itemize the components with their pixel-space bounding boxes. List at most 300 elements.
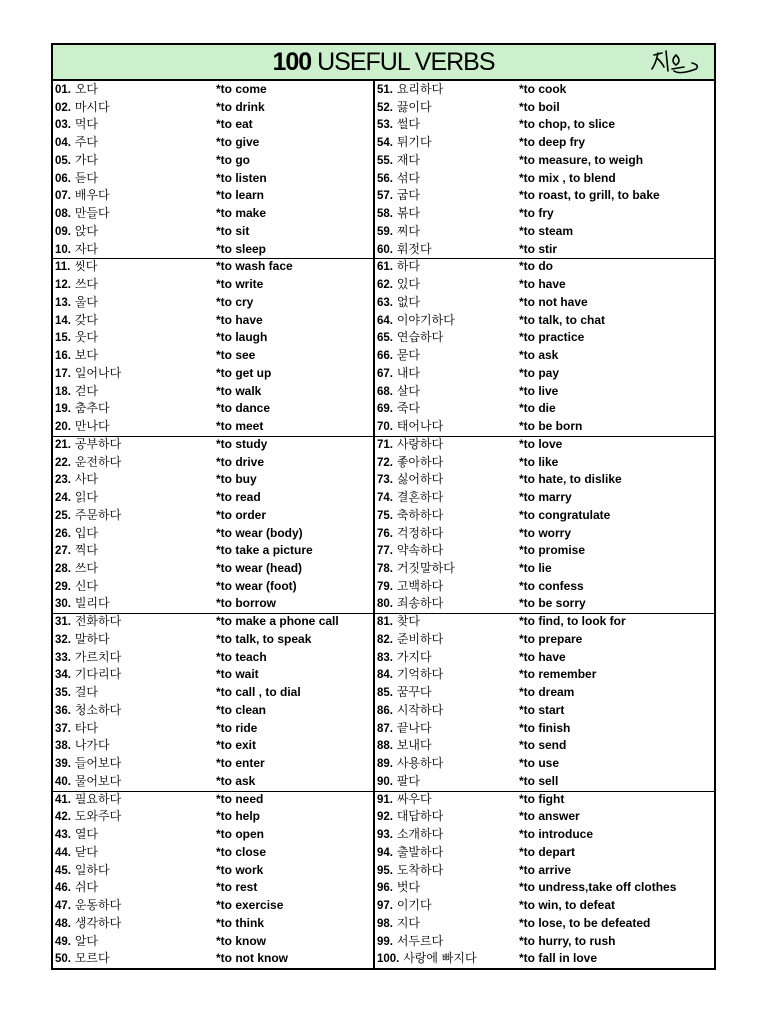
verb-number: 45.: [55, 864, 71, 877]
verb-number: 77.: [377, 545, 393, 558]
english-meaning: *to undress,take off clothes: [519, 880, 677, 895]
verb-number: 48.: [55, 917, 71, 930]
list-item: [375, 720, 714, 738]
verb-number: 27.: [55, 545, 71, 558]
verb-number: 80.: [377, 598, 393, 611]
english-meaning: *to give: [216, 135, 260, 150]
verb-number: 41.: [55, 793, 71, 806]
english-meaning: *to ask: [519, 348, 559, 363]
korean-verb: [55, 862, 110, 881]
korean-word: 죽다: [396, 401, 421, 416]
verb-number: 71.: [377, 438, 393, 451]
korean-word: 있다: [396, 277, 421, 292]
list-item: [53, 258, 373, 276]
korean-word: 묻다: [396, 348, 421, 363]
korean-verb: [377, 649, 432, 668]
list-item: [375, 915, 714, 933]
list-item: [375, 507, 714, 525]
english-meaning: *to listen: [216, 170, 267, 185]
verb-number: 12.: [55, 279, 71, 292]
korean-word: 읽다: [74, 490, 99, 505]
english-meaning: *to make a phone call: [216, 614, 339, 629]
list-item: [53, 542, 373, 560]
korean-word: 걸다: [74, 685, 99, 700]
list-item: [53, 915, 373, 933]
korean-verb: [377, 631, 443, 650]
english-meaning: *to walk: [216, 383, 262, 398]
korean-word: 말하다: [74, 631, 110, 646]
english-meaning: *to laugh: [216, 330, 268, 345]
english-meaning: *to do: [519, 259, 553, 274]
korean-word: 썰다: [396, 117, 421, 132]
list-item: [375, 808, 714, 826]
list-item: [375, 187, 714, 205]
korean-word: 꿈꾸다: [396, 685, 432, 700]
korean-word: 도와주다: [74, 809, 122, 824]
verb-number: 70.: [377, 421, 393, 434]
list-item: [53, 595, 373, 613]
english-meaning: *to order: [216, 507, 267, 522]
verb-number: 24.: [55, 492, 71, 505]
korean-verb: [377, 720, 432, 739]
korean-verb: [377, 134, 432, 153]
verb-number: 58.: [377, 208, 393, 221]
list-item: [53, 879, 373, 897]
list-item: [53, 116, 373, 134]
korean-word: 벗다: [396, 880, 421, 895]
english-meaning: *to find, to look for: [519, 614, 626, 629]
list-item: [375, 276, 714, 294]
korean-word: 쓰다: [74, 560, 99, 575]
korean-verb: [55, 223, 98, 242]
verb-number: 08.: [55, 208, 71, 221]
korean-verb: [377, 436, 443, 455]
list-item: [375, 950, 714, 968]
korean-verb: [55, 241, 98, 260]
verb-number: 65.: [377, 332, 393, 345]
list-item: [53, 170, 373, 188]
list-item: [375, 666, 714, 684]
english-meaning: *to live: [519, 383, 559, 398]
title-bar: [53, 45, 714, 81]
korean-word: 서두르다: [396, 933, 444, 948]
korean-word: 기억하다: [396, 667, 444, 682]
list-item: [375, 258, 714, 276]
group-divider: [53, 258, 373, 259]
verb-number: 99.: [377, 935, 393, 948]
korean-verb: [55, 312, 98, 331]
korean-verb: [377, 666, 443, 685]
english-meaning: *to meet: [216, 419, 264, 434]
korean-word: 튀기다: [396, 135, 432, 150]
korean-word: 만나다: [74, 419, 110, 434]
korean-verb: [377, 116, 420, 135]
signature-mark: [646, 47, 706, 77]
verb-number: 64.: [377, 314, 393, 327]
verb-number: 75.: [377, 509, 393, 522]
verb-number: 01.: [55, 84, 71, 96]
english-meaning: *to cook: [519, 82, 567, 96]
list-item: [53, 99, 373, 117]
korean-verb: [377, 187, 420, 206]
korean-word: 물어보다: [74, 773, 122, 788]
korean-verb: [55, 347, 98, 366]
korean-verb: [377, 613, 420, 632]
korean-word: 팔다: [396, 773, 421, 788]
list-item: [375, 595, 714, 613]
list-item: [53, 826, 373, 844]
korean-word: 필요하다: [74, 791, 122, 806]
korean-word: 고백하다: [396, 578, 444, 593]
english-meaning: *to see: [216, 348, 256, 363]
list-item: [53, 436, 373, 454]
verb-number: 09.: [55, 225, 71, 238]
english-meaning: *to have: [519, 649, 566, 664]
english-meaning: *to learn: [216, 188, 265, 203]
list-item: [53, 666, 373, 684]
english-meaning: *to know: [216, 933, 266, 948]
list-item: [375, 578, 714, 596]
english-meaning: *to marry: [519, 490, 572, 505]
verb-number: 82.: [377, 633, 393, 646]
english-meaning: *to exit: [216, 738, 257, 753]
korean-verb: [55, 99, 110, 118]
korean-word: 요리하다: [396, 82, 444, 96]
korean-verb: [377, 525, 443, 544]
list-item: [53, 489, 373, 507]
list-item: [53, 862, 373, 880]
list-item: [375, 81, 714, 99]
korean-verb: [55, 915, 121, 934]
korean-verb: [377, 294, 420, 313]
korean-word: 없다: [396, 294, 421, 309]
group-divider: [53, 436, 373, 437]
korean-word: 죄송하다: [396, 596, 444, 611]
list-item: [53, 347, 373, 365]
list-item: [53, 152, 373, 170]
list-item: [53, 791, 373, 809]
korean-verb: [377, 454, 443, 473]
korean-word: 일하다: [74, 862, 110, 877]
title-text: USEFUL VERBS: [311, 48, 495, 76]
verb-number: 49.: [55, 935, 71, 948]
verb-number: 62.: [377, 279, 393, 292]
korean-verb: [55, 525, 98, 544]
verb-number: 37.: [55, 722, 71, 735]
verb-number: 46.: [55, 882, 71, 895]
list-item: [53, 631, 373, 649]
korean-word: 하다: [396, 259, 421, 274]
group-divider: [375, 791, 714, 792]
english-meaning: *to get up: [216, 365, 272, 380]
verb-number: 22.: [55, 456, 71, 469]
korean-word: 거짓말하다: [396, 560, 455, 575]
korean-word: 나가다: [74, 738, 110, 753]
korean-word: 소개하다: [396, 827, 444, 842]
list-item: [53, 755, 373, 773]
korean-verb: [55, 578, 98, 597]
verb-number: 32.: [55, 633, 71, 646]
korean-word: 기다리다: [74, 667, 122, 682]
korean-verb: [377, 471, 443, 490]
verb-number: 14.: [55, 314, 71, 327]
verb-number: 23.: [55, 474, 71, 487]
korean-verb: [377, 170, 420, 189]
verb-number: 29.: [55, 580, 71, 593]
verb-number: 17.: [55, 367, 71, 380]
verb-number: 04.: [55, 137, 71, 150]
list-item: [375, 542, 714, 560]
verb-number: 93.: [377, 829, 393, 842]
korean-verb: [377, 915, 420, 934]
korean-word: 쉬다: [74, 880, 99, 895]
korean-verb: [377, 81, 443, 100]
list-item: [53, 649, 373, 667]
verb-number: 86.: [377, 704, 393, 717]
korean-verb: [55, 436, 121, 455]
list-item: [375, 383, 714, 401]
korean-word: 열다: [74, 827, 99, 842]
list-item: [53, 400, 373, 418]
korean-word: 살다: [396, 383, 421, 398]
list-item: [375, 631, 714, 649]
korean-word: 춤추다: [74, 401, 110, 416]
korean-word: 웃다: [74, 330, 99, 345]
list-item: [375, 365, 714, 383]
korean-verb: [377, 312, 455, 331]
korean-word: 씻다: [74, 259, 98, 274]
english-meaning: *to lie: [519, 560, 552, 575]
english-meaning: *to chop, to slice: [519, 117, 616, 132]
korean-word: 갖다: [74, 312, 99, 327]
korean-verb: [55, 507, 121, 526]
verb-number: 79.: [377, 580, 393, 593]
korean-verb: [377, 383, 420, 402]
korean-verb: [55, 808, 121, 827]
verb-number: 73.: [377, 474, 393, 487]
korean-verb: [55, 294, 98, 313]
korean-word: 사용하다: [396, 756, 444, 771]
verb-number: 05.: [55, 154, 71, 167]
verb-number: 25.: [55, 509, 71, 522]
verb-number: 55.: [377, 154, 393, 167]
list-item: [375, 418, 714, 436]
korean-verb: [55, 933, 98, 952]
english-meaning: *to open: [216, 827, 264, 842]
verb-number: 83.: [377, 651, 393, 664]
korean-verb: [55, 258, 97, 277]
verb-number: 94.: [377, 846, 393, 859]
list-item: [53, 223, 373, 241]
list-item: [53, 560, 373, 578]
verb-number: 31.: [55, 616, 71, 629]
korean-word: 준비하다: [396, 631, 444, 646]
english-meaning: *to mix , to blend: [519, 170, 616, 185]
english-meaning: *to depart: [519, 844, 576, 859]
korean-verb: [55, 383, 98, 402]
verb-number: 47.: [55, 900, 71, 913]
english-meaning: *to practice: [519, 330, 585, 345]
korean-word: 가르치다: [74, 649, 122, 664]
korean-word: 청소하다: [74, 702, 122, 717]
korean-verb: [377, 400, 420, 419]
verb-number: 19.: [55, 403, 71, 416]
list-item: [375, 241, 714, 259]
korean-verb: [55, 613, 121, 632]
english-meaning: *to stir: [519, 241, 558, 256]
group-divider: [375, 258, 714, 259]
english-meaning: *to not know: [216, 951, 288, 966]
list-item: [375, 791, 714, 809]
verb-number: 97.: [377, 900, 393, 913]
korean-word: 축하하다: [396, 507, 444, 522]
korean-verb: [55, 81, 98, 100]
list-item: [375, 329, 714, 347]
english-meaning: *to borrow: [216, 596, 276, 611]
korean-verb: [55, 152, 98, 171]
list-item: [375, 560, 714, 578]
english-meaning: *to hurry, to rush: [519, 933, 616, 948]
list-item: [375, 347, 714, 365]
list-item: [375, 205, 714, 223]
korean-word: 주문하다: [74, 507, 122, 522]
list-item: [53, 773, 373, 791]
korean-verb: [55, 826, 98, 845]
verb-number: 13.: [55, 296, 71, 309]
english-meaning: *to deep fry: [519, 135, 586, 150]
list-item: [375, 613, 714, 631]
list-item: [53, 134, 373, 152]
korean-verb: [55, 755, 121, 774]
korean-word: 모르다: [74, 951, 110, 966]
english-meaning: *to steam: [519, 223, 574, 238]
korean-word: 쓰다: [74, 277, 99, 292]
english-meaning: *to clean: [216, 702, 267, 717]
korean-word: 끝나다: [396, 720, 432, 735]
list-item: [53, 454, 373, 472]
korean-verb: [55, 134, 98, 153]
list-item: [53, 844, 373, 862]
list-item: [375, 844, 714, 862]
korean-verb: [55, 844, 98, 863]
english-meaning: *to win, to defeat: [519, 898, 615, 913]
verb-number: 21.: [55, 438, 71, 451]
verb-number: 15.: [55, 332, 71, 345]
korean-verb: [55, 791, 121, 810]
korean-word: 이기다: [396, 898, 432, 913]
english-meaning: *to write: [216, 277, 264, 292]
english-meaning: *to rest: [216, 880, 258, 895]
korean-word: 약속하다: [396, 543, 444, 558]
korean-word: 사랑하다: [396, 436, 444, 451]
english-meaning: *to wear (foot): [216, 578, 297, 593]
verb-number: 35.: [55, 687, 71, 700]
korean-word: 이야기하다: [396, 312, 455, 327]
korean-word: 운전하다: [74, 454, 122, 469]
korean-verb: [55, 170, 98, 189]
korean-verb: [377, 773, 420, 792]
english-meaning: *to work: [216, 862, 264, 877]
english-meaning: *to close: [216, 844, 267, 859]
english-meaning: *to cry: [216, 294, 254, 309]
korean-word: 섞다: [396, 170, 421, 185]
korean-word: 마시다: [74, 99, 110, 114]
verb-number: 98.: [377, 917, 393, 930]
list-item: [375, 116, 714, 134]
list-item: [375, 755, 714, 773]
korean-verb: [55, 418, 110, 437]
korean-verb: [55, 879, 98, 898]
list-item: [53, 312, 373, 330]
list-item: [375, 170, 714, 188]
right-column: [375, 81, 714, 968]
english-meaning: *to talk, to chat: [519, 312, 606, 327]
verb-number: 61.: [377, 261, 393, 274]
list-item: [53, 81, 373, 99]
korean-word: 먹다: [74, 117, 99, 132]
english-meaning: *to take a picture: [216, 543, 313, 558]
verb-number: 89.: [377, 758, 393, 771]
english-meaning: *to finish: [519, 720, 571, 735]
korean-verb: [377, 329, 443, 348]
verb-number: 59.: [377, 225, 393, 238]
korean-verb: [55, 720, 98, 739]
korean-word: 시작하다: [396, 702, 444, 717]
list-item: [53, 365, 373, 383]
korean-word: 사다: [74, 472, 99, 487]
list-item: [375, 400, 714, 418]
korean-word: 끓이다: [396, 99, 432, 114]
english-meaning: *to remember: [519, 667, 597, 682]
korean-verb: [377, 684, 432, 703]
korean-verb: [377, 595, 443, 614]
korean-word: 빌리다: [74, 596, 110, 611]
korean-word: 닫다: [74, 844, 99, 859]
verb-number: 30.: [55, 598, 71, 611]
english-meaning: *to study: [216, 436, 268, 451]
korean-word: 배우다: [74, 188, 110, 203]
list-item: [375, 436, 714, 454]
list-item: [375, 471, 714, 489]
korean-word: 좋아하다: [396, 454, 444, 469]
verb-number: 88.: [377, 740, 393, 753]
english-meaning: *to exercise: [216, 898, 284, 913]
korean-word: 연습하다: [396, 330, 444, 345]
korean-word: 보내다: [396, 738, 432, 753]
verb-number: 68.: [377, 385, 393, 398]
english-meaning: *to wait: [216, 667, 259, 682]
english-meaning: *to call , to dial: [216, 685, 301, 700]
english-meaning: *to measure, to weigh: [519, 152, 644, 167]
list-item: [375, 134, 714, 152]
english-meaning: *to promise: [519, 543, 586, 558]
korean-word: 가지다: [396, 649, 432, 664]
korean-verb: [377, 808, 443, 827]
korean-word: 걱정하다: [396, 525, 444, 540]
english-meaning: *to need: [216, 791, 264, 806]
verb-number: 52.: [377, 101, 393, 114]
korean-word: 듣다: [74, 170, 99, 185]
list-item: [53, 205, 373, 223]
korean-word: 찍다: [74, 543, 99, 558]
korean-verb: [377, 365, 420, 384]
korean-verb: [377, 241, 432, 260]
english-meaning: *to answer: [519, 809, 580, 824]
english-meaning: *to enter: [216, 756, 265, 771]
verb-number: 96.: [377, 882, 393, 895]
verb-number: 54.: [377, 137, 393, 150]
list-item: [375, 525, 714, 543]
